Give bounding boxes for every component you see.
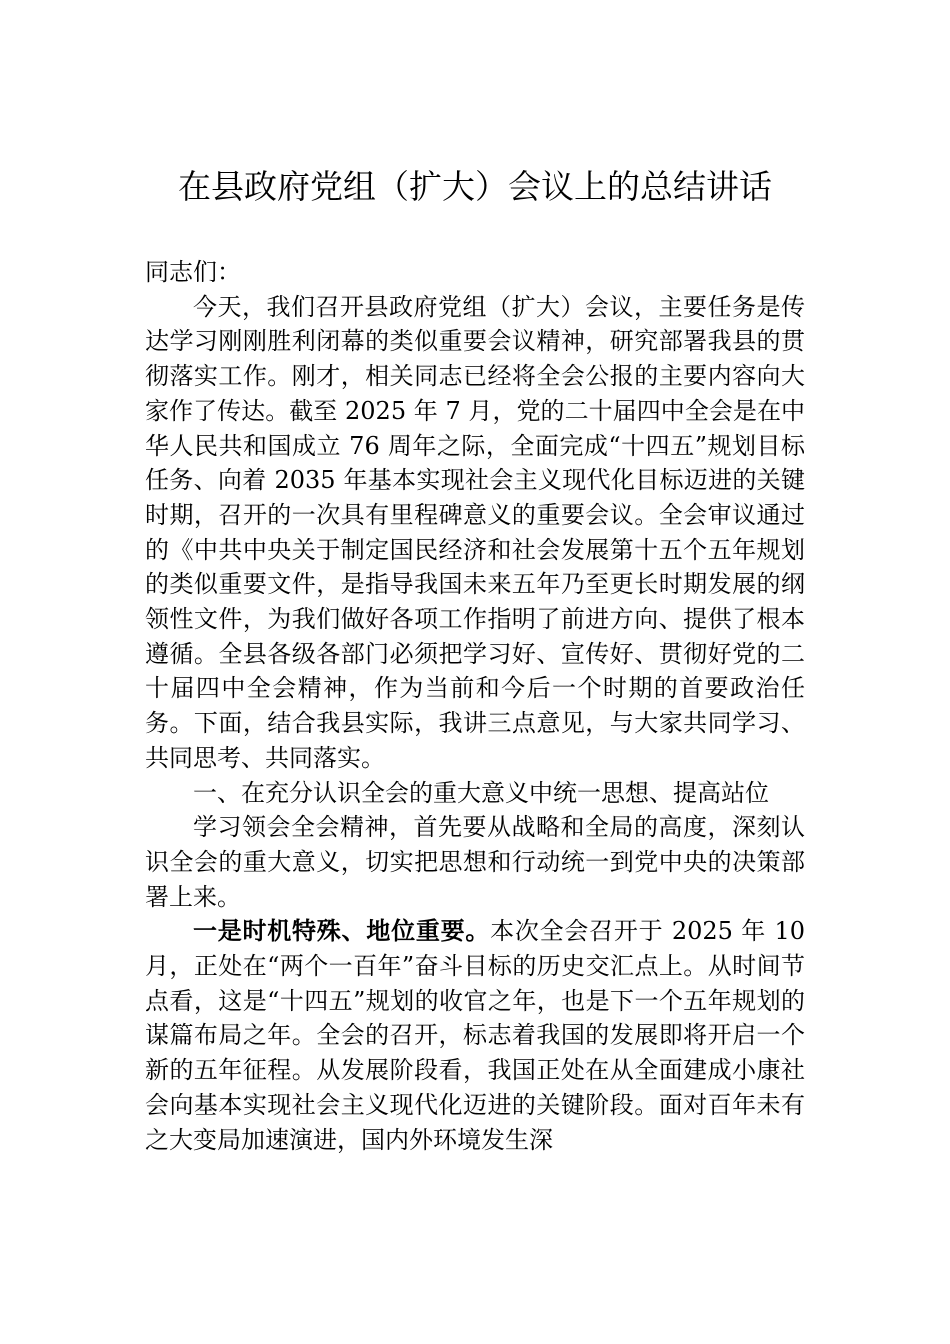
section-heading-one: 一、在充分认识全会的重大意义中统一思想、提高站位 xyxy=(193,778,769,807)
document-body xyxy=(145,255,805,1157)
document-title: 在县政府党组（扩大）会议上的总结讲话 xyxy=(178,167,772,206)
salutation: 同志们： xyxy=(145,258,241,286)
point-one-text: 本次全会召开于 2025 年 10 月，正处在“两个一百年”奋斗目标的历史交汇点上。从时间节点看，这是“十四五”规划的收官之年，也是下一个五年规划的谋篇布局之年。全会的召开，标志着我国的发展即将开启一个新的五年征程。从发展阶段看，我国正处在从全面建成小康社会向基本实现社会主义现代化迈进的关键阶段。面对百年未有之大变局加速演进，国内外环境发生深 xyxy=(145,917,805,1154)
paragraph-section-one-intro: 学习领会全会精神，首先要从战略和全局的高度，深刻认识全会的重大意义，切实把思想和行动统一到党中央的决策部署上来。 xyxy=(145,813,805,911)
paragraph-point-one xyxy=(145,914,805,1157)
paragraph-introduction: 今天，我们召开县政府党组（扩大）会议，主要任务是传达学习刚刚胜利闭幕的类似重要会议精神，研究部署我县的贯彻落实工作。刚才，相关同志已经将全会公报的主要内容向大家作了传达。截至 2025 年 7 月，党的二十届四中全会是在中华人民共和国成立 76 周年之际，全面完成“十四五”规划目标任务、向着 2035 年基本实现社会主义现代化目标迈进的关键时期，召开的一次具有里程碑意义的重要会议。全会审议通过的《中共中央关于制定国民经济和社会发展第十五个五年规划的类似重要文件，是指导我国未来五年乃至更长时期发展的纲领性文件，为我们做好各项工作指明了前进方向、提供了根本遵循。全县各级各部门必须把学习好、宣传好、贯彻好党的二十届四中全会精神，作为当前和今后一个时期的首要政治任务。下面，结合我县实际，我讲三点意见，与大家共同学习、共同思考、共同落实。 xyxy=(145,292,805,772)
point-one-lead: 一是时机特殊、地位重要。 xyxy=(193,916,491,946)
